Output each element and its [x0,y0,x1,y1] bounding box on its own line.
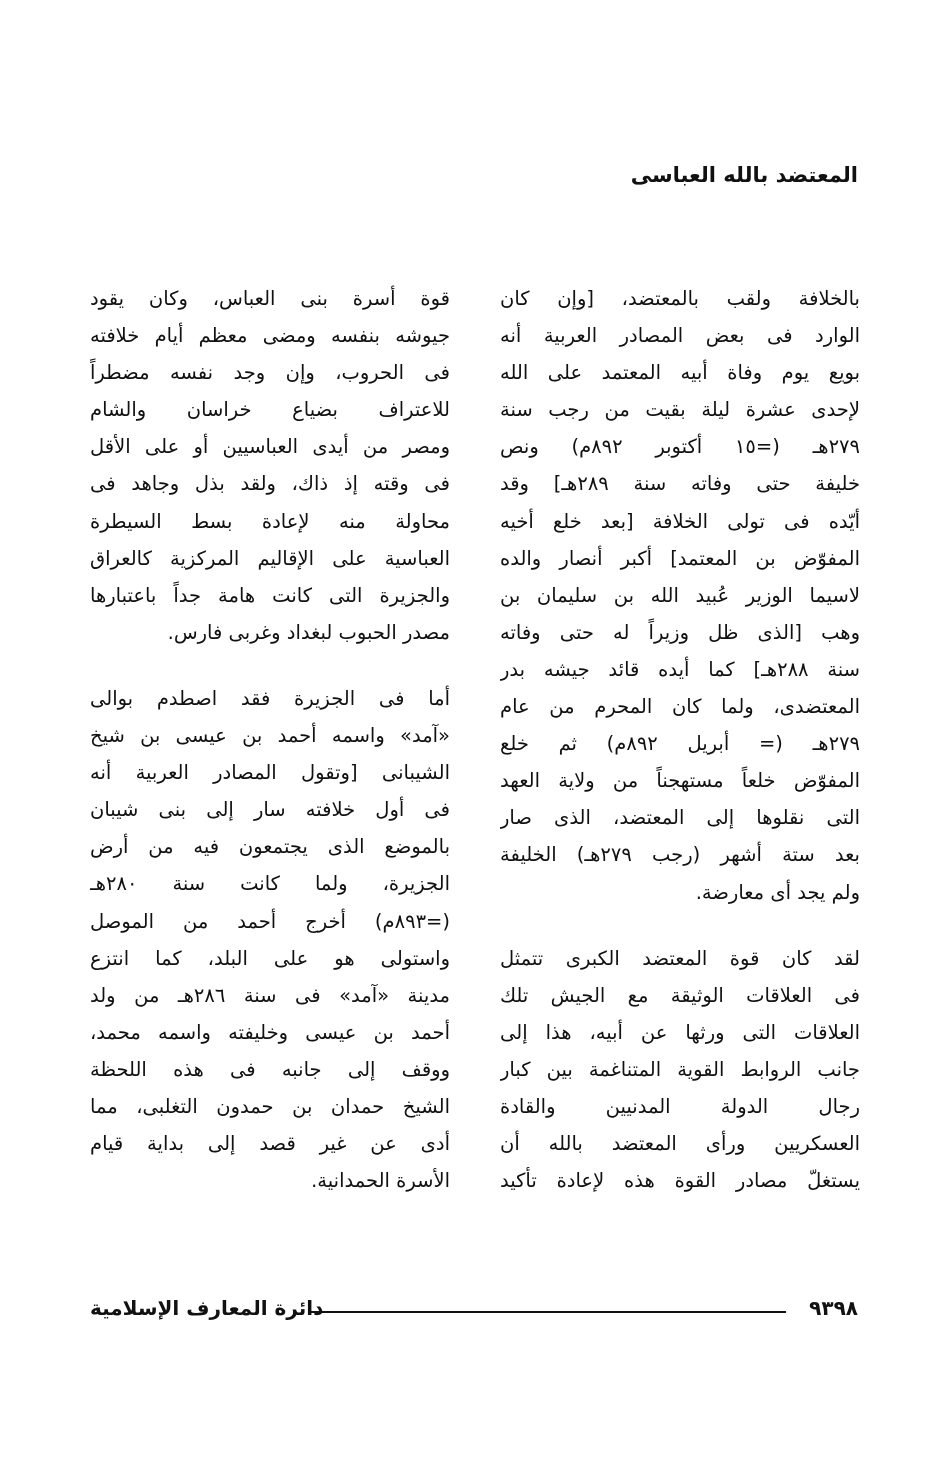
text-line: الجزيرة، ولما كانت سنة ٢٨٠هـ [90,872,450,896]
paragraph-gap [500,911,860,940]
text-line: قوة أسرة بنى العباس، وكان يقود [90,287,450,310]
text-line: ٢٧٩هـ (=١٥ أكتوبر ٨٩٢م) ونص [500,435,860,459]
text-line: الشيبانى [وتقول المصادر العربية أنه [90,761,450,785]
text-line: واستولى هو على البلد، كما انتزع [90,946,450,970]
text-line: المعتضدى، ولما كان المحرم من عام [500,695,860,719]
text-line: (=٨٩٣م) أخرج أحمد من الموصل [90,909,450,933]
text-line: جيوشه بنفسه ومضى معظم أيام خلافته [90,324,450,348]
text-line: والجزيرة التى كانت هامة جداً باعتبارها [90,583,450,607]
text-line: بعد ستة أشهر (رجب ٢٧٩هـ) الخليفة [500,843,860,867]
text-line: فى وقته إذ ذاك، ولقد بذل وجاهد فى [90,472,450,496]
text-line: فى الحروب، وإن وجد نفسه مضطراً [90,361,450,385]
paragraph-gap [90,651,450,680]
text-line: المفوّض خلعاً مستهجناً من ولاية العهد [500,769,860,793]
text-line: مصدر الحبوب لبغداد وغربى فارس. [167,620,450,644]
text-line: الأسرة الحمدانية. [311,1169,450,1193]
text-line: أدى عن غير قصد إلى بداية قيام [90,1132,450,1156]
right-paragraph-1 [500,280,860,911]
text-line: يستغلّ مصادر القوة هذه لإعادة تأكيد [500,1169,860,1193]
text-line: سنة ٢٨٨هـ] كما أيده قائد جيشه بدر [500,657,860,681]
text-line: «آمد» واسمه أحمد بن عيسى بن شيخ [90,724,450,748]
page-number: ٩٣٩٨ [809,1296,858,1320]
text-line: التى نقلوها إلى المعتضد، الذى صار [500,806,860,830]
text-line: ولم يجد أى معارضة. [695,880,860,904]
text-line: فى العلاقات الوثيقة مع الجيش تلك [500,983,860,1007]
text-line: رجال الدولة المدنيين والقادة [500,1094,860,1118]
text-line: الشيخ حمدان بن حمدون التغلبى، مما [90,1094,450,1118]
text-line: فى أول خلافته سار إلى بنى شيبان [90,798,450,822]
left-paragraph-1 [90,280,450,651]
text-line: العسكريين ورأى المعتضد بالله أن [500,1132,860,1156]
text-line: الوارد فى بعض المصادر العربية أنه [500,324,860,348]
left-column [90,280,450,1199]
text-line: وهب [الذى ظل وزيراً له حتى وفاته [500,620,860,644]
text-line: للاعتراف بضياع خراسان والشام [90,398,450,422]
text-line: مدينة «آمد» فى سنة ٢٨٦هـ من ولد [90,983,450,1007]
page-footer [90,1296,858,1326]
text-line: بويع يوم وفاة أبيه المعتمد على الله [500,361,860,385]
publication-title: دائرة المعارف الإسلامية [90,1296,324,1320]
text-line: لاسيما الوزير عُبيد الله بن سليمان بن [500,583,860,607]
text-line: بالخلافة ولقب بالمعتضد، [وإن كان [500,287,860,310]
text-line: لقد كان قوة المعتضد الكبرى تتمثل [500,946,860,970]
text-line: أيّده فى تولى الخلافة [بعد خلع أخيه [500,509,860,533]
text-line: لإحدى عشرة ليلة بقيت من رجب سنة [500,398,860,422]
text-line: محاولة منه لإعادة بسط السيطرة [90,509,450,533]
footer-rule [310,1311,786,1313]
text-line: خليفة حتى وفاته سنة ٢٨٩هـ] وقد [500,472,860,496]
text-line: ٢٧٩هـ (= أبريل ٨٩٢م) ثم خلع [500,732,860,756]
text-line: العلاقات التى ورثها عن أبيه، هذا إلى [500,1020,860,1044]
text-line: أما فى الجزيرة فقد اصطدم بوالى [90,686,450,710]
text-line: أحمد بن عيسى وخليفته واسمه محمد، [90,1020,450,1044]
text-line: ومصر من أيدى العباسيين أو على الأقل [90,435,450,459]
text-line: العباسية على الإقاليم المركزية كالعراق [90,546,450,570]
right-paragraph-2 [500,940,860,1200]
text-line: ووقف إلى جانبه فى هذه اللحظة [90,1057,450,1081]
right-column [500,280,860,1199]
text-line: جانب الروابط القوية المتناغمة بين كبار [500,1057,860,1081]
text-line: المفوّض بن المعتمد] أكبر أنصار والده [500,546,860,570]
left-paragraph-2 [90,680,450,1199]
running-head: المعتضد بالله العباسى [630,163,858,187]
text-line: بالموضع الذى يجتمعون فيه من أرض [90,835,450,859]
